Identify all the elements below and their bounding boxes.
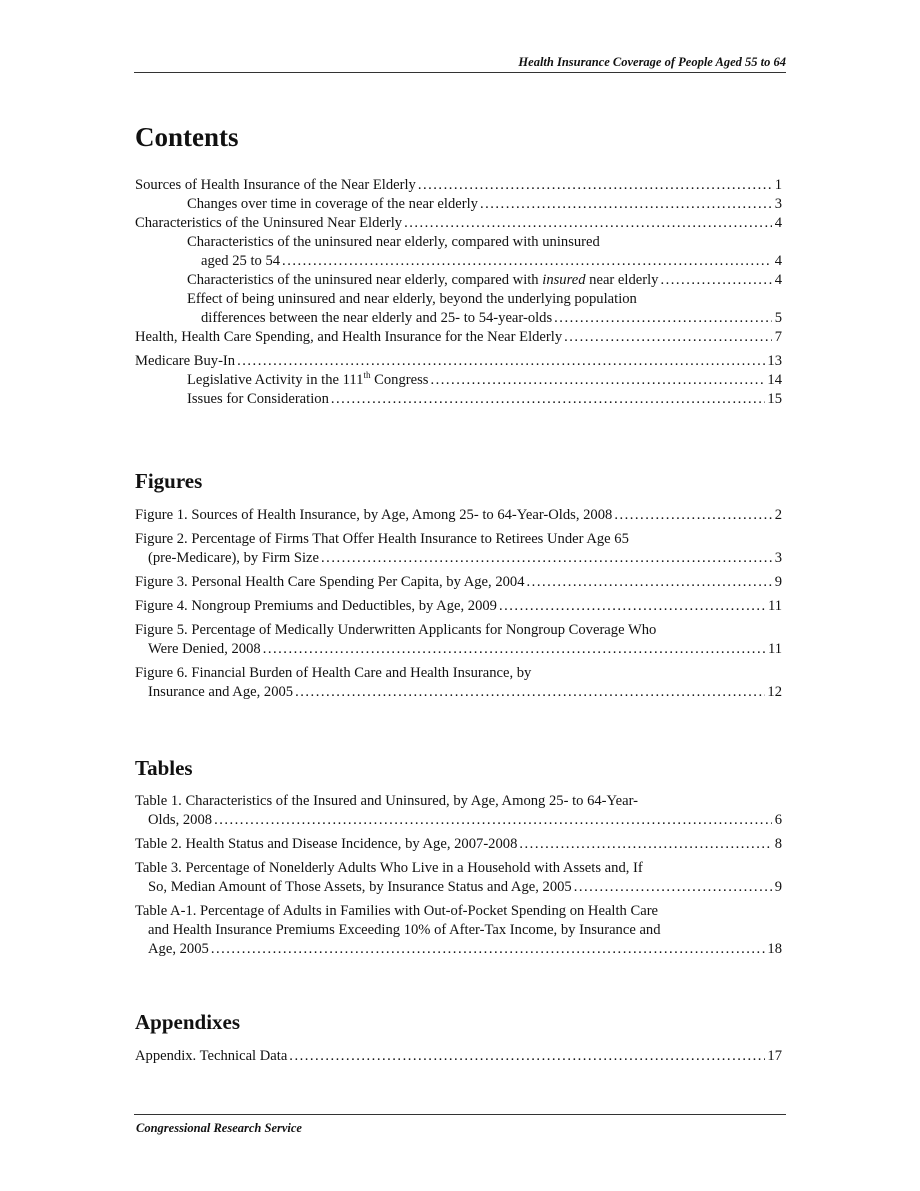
page-number: 15 <box>767 391 782 407</box>
toc-entry[interactable]: Figure 4. Nongroup Premiums and Deductibles, by Age, 2009 ..... 11 <box>135 597 782 616</box>
running-header: Health Insurance Coverage of People Aged 55 to 64 <box>518 55 786 69</box>
toc-entry[interactable]: Appendix. Technical Data ..... 17 <box>135 1047 782 1066</box>
toc-entry[interactable]: Figure 2. Percentage of Firms That Offer Health Insurance to Retirees Under Age 65 (pre-Medicare), by Firm Size ..... 3 <box>135 530 782 568</box>
toc-entry[interactable]: Legislative Activity in the 111th Congress ..... 14 <box>135 371 782 390</box>
toc-entry[interactable]: Medicare Buy-In ..... 13 <box>135 352 782 371</box>
toc-entry[interactable]: Table 3. Percentage of Nonelderly Adults Who Live in a Household with Assets and, If So, Median Amount of Those Assets, by Insurance Status and Age, 2005 ..... 9 <box>135 859 782 897</box>
toc-entry[interactable]: Changes over time in coverage of the near elderly ..... 3 <box>135 195 782 214</box>
toc-entry[interactable]: Table A-1. Percentage of Adults in Families with Out-of-Pocket Spending on Health Care and Health Insurance Premiums Exceeding 10% of After-Tax Income, by Insurance and Age, 2005 ..... 18 <box>135 902 782 959</box>
page-number: 11 <box>767 641 782 657</box>
page-number: 5 <box>774 310 782 326</box>
page-number: 11 <box>767 598 782 614</box>
page-number: 17 <box>767 1048 782 1064</box>
contents-list <box>135 176 782 409</box>
footer-source: Congressional Research Service <box>136 1121 302 1135</box>
toc-entry[interactable]: Health, Health Care Spending, and Health Insurance for the Near Elderly ..... 7 <box>135 328 782 347</box>
page-number: 2 <box>774 507 782 523</box>
page-number: 4 <box>774 272 782 288</box>
toc-entry[interactable]: Table 1. Characteristics of the Insured and Uninsured, by Age, Among 25- to 64-Year- Olds, 2008 ..... 6 <box>135 792 782 830</box>
toc-entry[interactable]: Sources of Health Insurance of the Near Elderly ..... 1 <box>135 176 782 195</box>
page-number: 4 <box>774 215 782 231</box>
tables-list <box>135 792 782 959</box>
page-number: 18 <box>767 941 782 957</box>
toc-entry[interactable]: Figure 3. Personal Health Care Spending Per Capita, by Age, 2004 ..... 9 <box>135 573 782 592</box>
toc-entry[interactable]: Figure 5. Percentage of Medically Underwritten Applicants for Nongroup Coverage Who Were Denied, 2008 ..... 11 <box>135 621 782 659</box>
appendixes-list <box>135 1047 782 1066</box>
page-number: 13 <box>767 353 782 369</box>
page-number: 9 <box>774 879 782 895</box>
figures-list <box>135 506 782 702</box>
toc-entry[interactable]: Characteristics of the Uninsured Near Elderly ..... 4 <box>135 214 782 233</box>
contents-heading: Contents <box>135 122 239 152</box>
toc-entry[interactable]: Effect of being uninsured and near elderly, beyond the underlying population differences between the near elderly and 25- to 54-year-olds ..... 5 <box>135 290 782 328</box>
page-number: 1 <box>774 177 782 193</box>
figures-heading: Figures <box>135 469 203 493</box>
footer-divider <box>134 1114 786 1115</box>
toc-entry[interactable]: Issues for Consideration ..... 15 <box>135 390 782 409</box>
page-number: 12 <box>767 684 782 700</box>
page-number: 8 <box>774 836 782 852</box>
page-number: 14 <box>767 372 782 388</box>
page-number: 3 <box>774 196 782 212</box>
toc-entry[interactable]: Table 2. Health Status and Disease Incidence, by Age, 2007-2008 ..... 8 <box>135 835 782 854</box>
toc-entry[interactable]: Figure 1. Sources of Health Insurance, by Age, Among 25- to 64-Year-Olds, 2008 ..... 2 <box>135 506 782 525</box>
tables-heading: Tables <box>135 756 193 780</box>
toc-entry[interactable]: Characteristics of the uninsured near elderly, compared with uninsured aged 25 to 54 ..... 4 <box>135 233 782 271</box>
toc-entry[interactable]: Figure 6. Financial Burden of Health Care and Health Insurance, by Insurance and Age, 2005 ..... 12 <box>135 664 782 702</box>
toc-entry[interactable]: Characteristics of the uninsured near elderly, compared with insured near elderly ..... 4 <box>135 271 782 290</box>
page-number: 9 <box>774 574 782 590</box>
page-number: 7 <box>774 329 782 345</box>
appendixes-heading: Appendixes <box>135 1010 241 1034</box>
header-divider <box>134 72 786 73</box>
page-number: 3 <box>774 550 782 566</box>
page-number: 4 <box>774 253 782 269</box>
page-number: 6 <box>774 812 782 828</box>
